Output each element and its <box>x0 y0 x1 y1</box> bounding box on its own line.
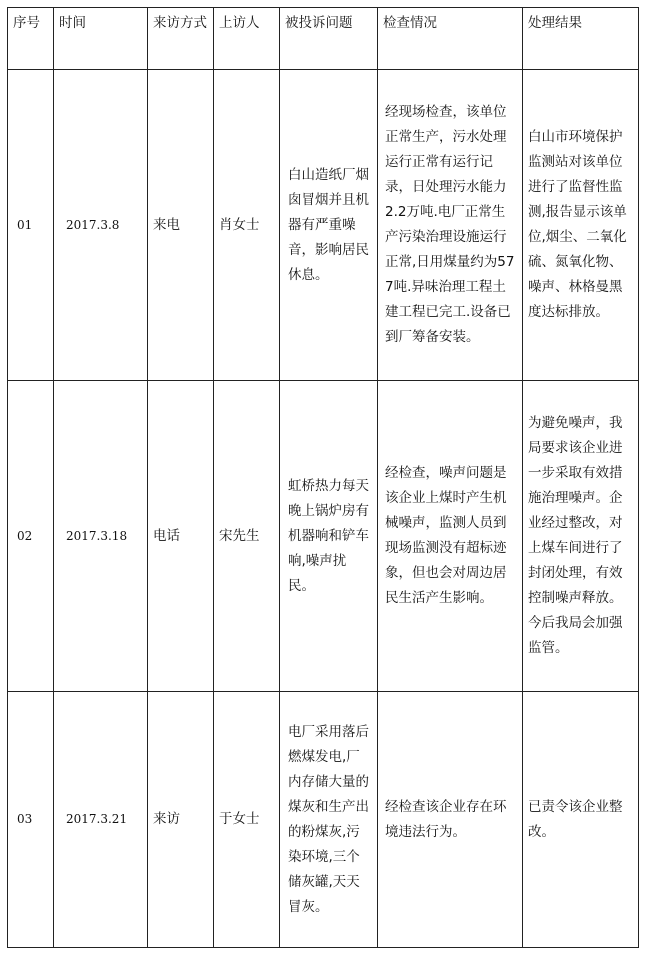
cell-time: 2017.3.21 <box>54 692 148 948</box>
header-visitor: 上访人 <box>214 8 280 70</box>
cell-issue: 电厂采用落后燃煤发电,厂内存储大量的煤灰和生产出的粉煤灰,污染环境,三个储灰罐,天天冒灰。 <box>280 692 378 948</box>
cell-method: 来访 <box>148 692 214 948</box>
cell-seq: 02 <box>8 381 54 692</box>
table-row <box>8 381 639 692</box>
header-seq: 序号 <box>8 8 54 70</box>
cell-issue: 白山造纸厂烟囱冒烟并且机器有严重噪音，影响居民休息。 <box>280 70 378 381</box>
table-row <box>8 692 639 948</box>
cell-method: 来电 <box>148 70 214 381</box>
cell-result: 已责令该企业整改。 <box>523 692 639 948</box>
cell-time: 2017.3.8 <box>54 70 148 381</box>
cell-result: 白山市环境保护监测站对该单位进行了监督性监测,报告显示该单位,烟尘、二氧化硫、氮氧化物、噪声、林格曼黑度达标排放。 <box>523 70 639 381</box>
cell-inspection: 经检查该企业存在环境违法行为。 <box>378 692 523 948</box>
cell-inspection: 经现场检查，该单位正常生产，污水处理运行正常有运行记录，日处理污水能力2.2万吨.电厂正常生产污染治理设施运行正常,日用煤量约为577吨.异味治理工程土建工程已完工.设备已到厂筹备安装。 <box>378 70 523 381</box>
table-row <box>8 70 639 381</box>
cell-result: 为避免噪声，我局要求该企业进一步采取有效措施治理噪声。企业经过整改，对上煤车间进行了封闭处理，有效控制噪声释放。今后我局会加强监管。 <box>523 381 639 692</box>
cell-seq: 03 <box>8 692 54 948</box>
table-header-row <box>8 8 639 70</box>
cell-method: 电话 <box>148 381 214 692</box>
cell-issue: 虹桥热力每天晚上锅炉房有机器响和铲车响,噪声扰民。 <box>280 381 378 692</box>
header-time: 时间 <box>54 8 148 70</box>
cell-visitor: 宋先生 <box>214 381 280 692</box>
header-issue: 被投诉问题 <box>280 8 378 70</box>
cell-time: 2017.3.18 <box>54 381 148 692</box>
cell-seq: 01 <box>8 70 54 381</box>
complaint-table <box>7 7 639 948</box>
header-method: 来访方式 <box>148 8 214 70</box>
header-result: 处理结果 <box>523 8 639 70</box>
cell-visitor: 肖女士 <box>214 70 280 381</box>
header-inspection: 检查情况 <box>378 8 523 70</box>
cell-inspection: 经检查，噪声问题是该企业上煤时产生机械噪声，监测人员到现场监测没有超标迹象，但也会对周边居民生活产生影响。 <box>378 381 523 692</box>
cell-visitor: 于女士 <box>214 692 280 948</box>
